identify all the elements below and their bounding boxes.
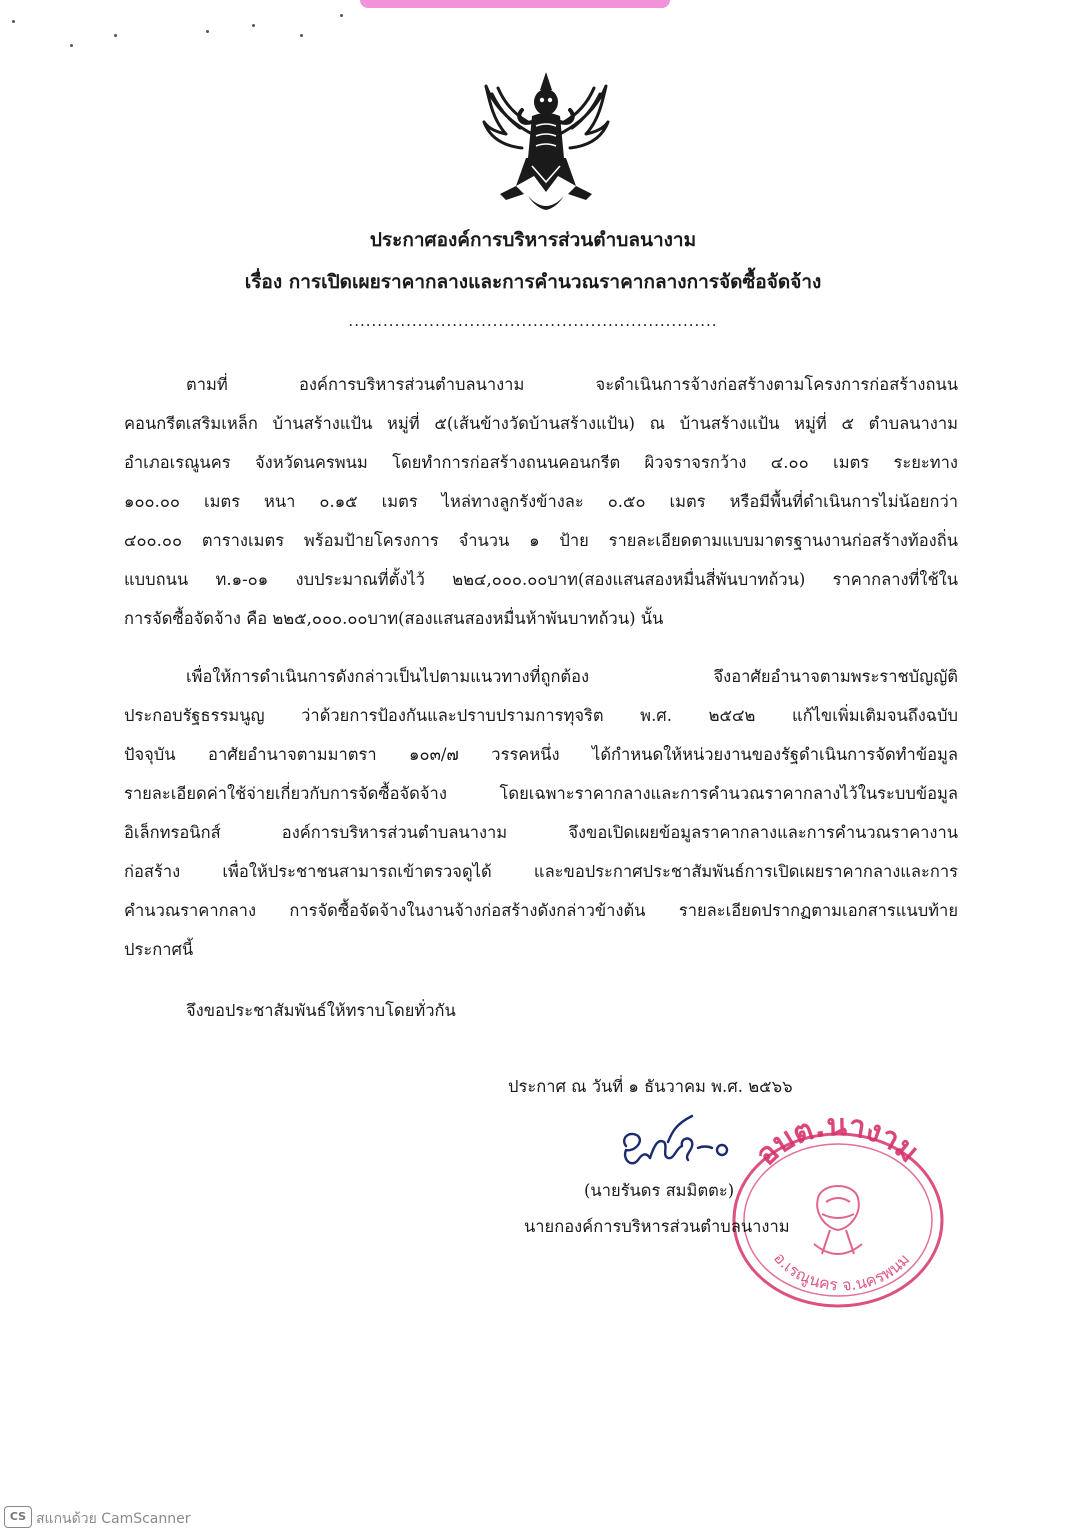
paragraph-line: ปัจจุบัน อาศัยอำนาจตามมาตรา ๑๐๓/๗ วรรคหนึ่ง ได้กำหนดให้หน่วยงานของรัฐดำเนินการจัดทำข้อมูล [124,745,958,764]
scan-speck [70,44,73,47]
paragraph-line: ๔๐๐.๐๐ ตารางเมตร พร้อมป้ายโครงการ จำนวน ๑ ป้าย รายละเอียดตามแบบมาตรฐานงานก่อสร้างท้องถิ่น [124,531,958,550]
scan-speck [340,14,343,17]
signer-name: (นายรันดร สมมิตตะ) [584,1181,735,1200]
paragraph-line: รายละเอียดค่าใช้จ่ายเกี่ยวกับการจัดซื้อจัดจ้าง โดยเฉพาะราคากลางและการคำนวณราคากลางไว้ในระบบข้อมูล [124,784,958,803]
paragraph-line: ก่อสร้าง เพื่อให้ประชาชนสามารถเข้าตรวจดูได้ และขอประกาศประชาสัมพันธ์การเปิดเผยราคากลางและการ [124,862,958,881]
svg-text:อบต.นางาม [749,1118,925,1173]
scan-speck [206,30,209,33]
paragraph-line: เพื่อให้การดำเนินการดังกล่าวเป็นไปตามแนวทางที่ถูกต้อง จึงอาศัยอำนาจตามพระราชบัญญัติ [186,667,958,686]
paragraph-line: ตามที่ องค์การบริหารส่วนตำบลนางาม จะดำเนินการจ้างก่อสร้างตามโครงการก่อสร้างถนน [186,375,958,394]
handwritten-signature [612,1112,732,1182]
paragraph-line: คอนกรีตเสริมเหล็ก บ้านสร้างแป้น หมู่ที่ ๕(เส้นข้างวัดบ้านสร้างแป้น) ณ บ้านสร้างแป้น หมู่ที่ ๕ ตำบลนางาม [124,414,958,433]
scan-speck [12,20,15,23]
paragraph-line: อำเภอเรณูนคร จังหวัดนครพนม โดยทำการก่อสร้างถนนคอนกรีต ผิวจราจรกว้าง ๔.๐๐ เมตร ระยะทาง [124,453,958,472]
paragraph-line: แบบถนน ท.๑-๐๑ งบประมาณที่ตั้งไว้ ๒๒๔,๐๐๐.๐๐บาท(สองแสนสองหมื่นสี่พันบาทถ้วน) ราคากลางที่ใช้ใน [124,570,958,589]
document-subject: เรื่อง การเปิดเผยราคากลางและการคำนวณราคากลางการจัดซื้อจัดจ้าง [244,271,822,293]
paragraph-line: ๑๐๐.๐๐ เมตร หนา ๐.๑๕ เมตร ไหล่ทางลูกรังข้างละ ๐.๕๐ เมตร หรือมีพื้นที่ดำเนินการไม่น้อยกว่า [124,492,958,511]
paragraph-line: การจัดซื้อจัดจ้าง คือ ๒๒๕,๐๐๐.๐๐บาท(สองแสนสองหมื่นห้าพันบาทถ้วน) นั้น [124,609,664,628]
paragraph-line: คำนวณราคากลาง การจัดซื้อจัดจ้างในงานจ้างก่อสร้างดังกล่าวข้างต้น รายละเอียดปรากฏตามเอกสารแนบท้าย [124,901,958,920]
stamp-text-bottom: อ.เรณูนคร จ.นครพนม [769,1248,914,1295]
scan-speck [300,34,303,37]
paragraph-line: ประกอบรัฐธรรมนูญ ว่าด้วยการป้องกันและปราบปรามการทุจริต พ.ศ. ๒๕๔๒ แก้ไขเพิ่มเติมจนถึงฉบับ [124,706,958,725]
garuda-emblem-icon [476,66,616,216]
announcement-date: ประกาศ ณ วันที่ ๑ ธันวาคม พ.ศ. ๒๕๖๖ [508,1077,793,1096]
scan-speck [114,34,117,37]
svg-text:อ.เรณูนคร จ.นครพนม [770,1248,913,1294]
signer-position: นายกองค์การบริหารส่วนตำบลนางาม [524,1217,790,1236]
camscanner-logo-icon: CS [4,1506,32,1528]
scan-mark [360,0,670,8]
closing-statement: จึงขอประชาสัมพันธ์ให้ทราบโดยทั่วกัน [186,1001,456,1020]
paragraph-line: ประกาศนี้ [124,940,194,959]
scan-speck [252,24,255,27]
title-divider: ................................................................ [348,312,718,330]
document-title: ประกาศองค์การบริหารส่วนตำบลนางาม [369,229,697,251]
stamp-text-top: อบต.นางาม [748,1118,926,1173]
scanner-watermark: สแกนด้วย CamScanner [36,1511,191,1527]
paragraph-line: อิเล็กทรอนิกส์ องค์การบริหารส่วนตำบลนางาม จึงขอเปิดเผยข้อมูลราคากลางและการคำนวณราคางาน [124,823,958,842]
